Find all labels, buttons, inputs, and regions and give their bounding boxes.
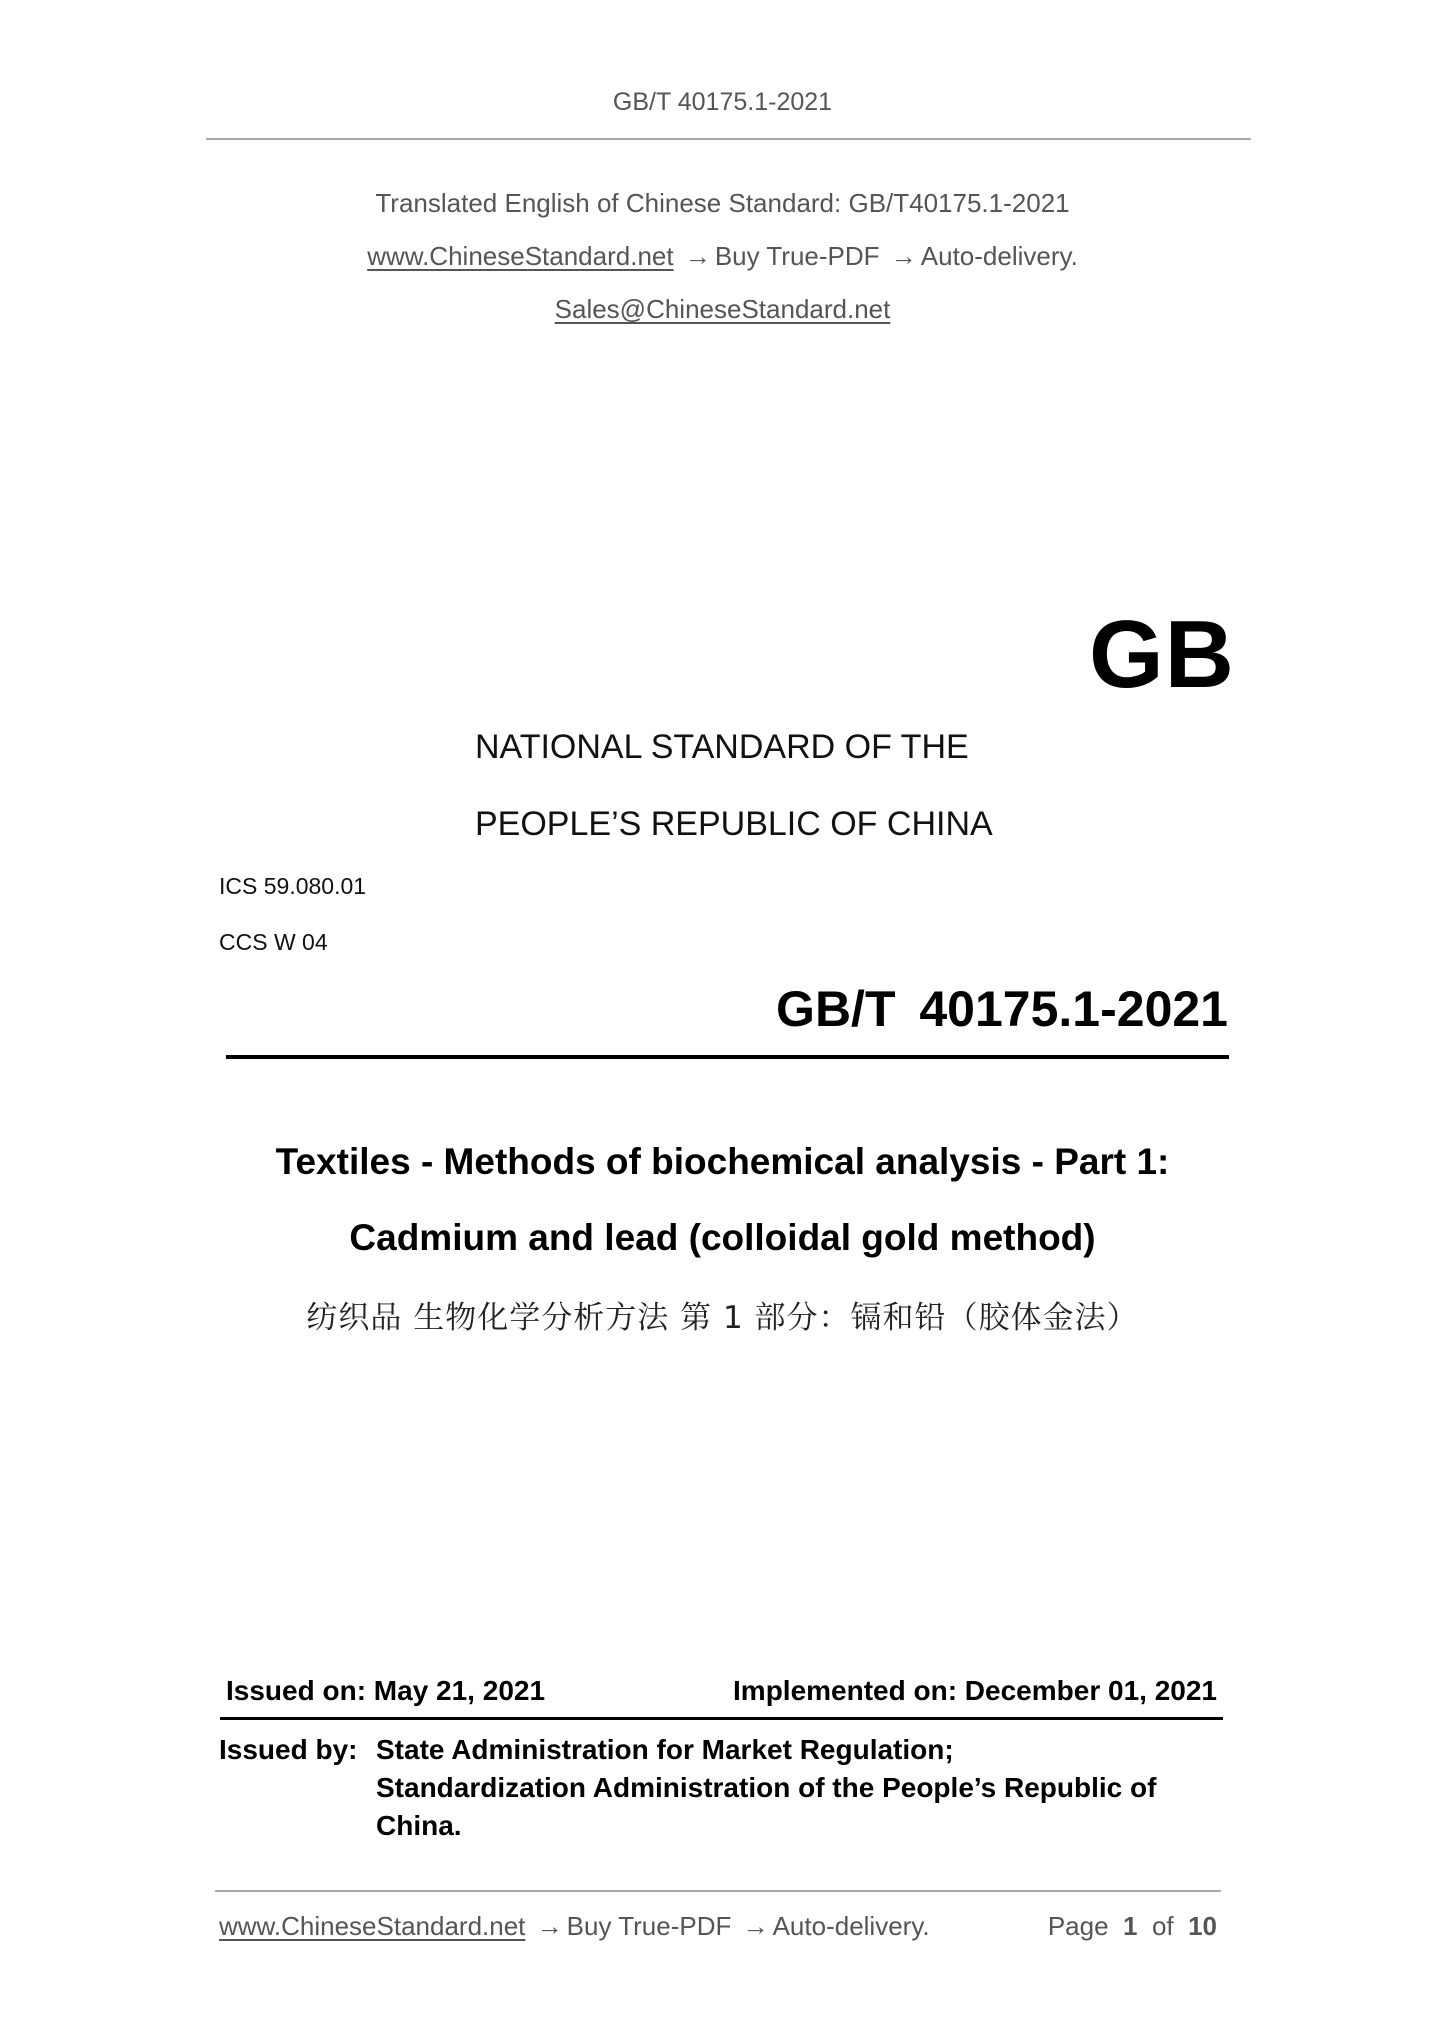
title-cn: 纺织品 生物化学分析方法 第 1 部分：镉和铅（胶体金法） [306,1300,1139,1336]
authority-line: Standardization Administration of the People’s Republic of [376,1772,1157,1803]
authority-line: State Administration for Market Regulation; [376,1734,954,1765]
authority-line: China. [376,1810,462,1841]
footer-rule [215,1890,1221,1892]
ccs-code: CCS W 04 [219,929,328,955]
national-standard-line2: PEOPLE’S REPUBLIC OF CHINA [475,805,993,843]
page-of: of [1151,1911,1174,1941]
header-rule [206,138,1251,140]
ics-code: ICS 59.080.01 [219,873,367,899]
standard-number: GB/T 40175.1-2021 [776,981,1228,1037]
purchase-notice [0,241,1445,272]
page-label: Page [1047,1911,1109,1941]
footer-buy-text: Buy True-PDF [566,1911,732,1941]
footer-delivery-text: Auto-delivery. [772,1911,930,1941]
arrow-right-icon: → [536,1911,563,1941]
website-link[interactable]: www.ChineseStandard.net [367,241,674,271]
translated-notice: Translated English of Chinese Standard: GB/T40175.1-2021 [375,188,1070,218]
standard-number-rule [226,1055,1229,1059]
title-en-line2: Cadmium and lead (colloidal gold method) [349,1217,1096,1258]
page-current: 1 [1123,1911,1138,1941]
issued-by-label: Issued by: [219,1734,358,1765]
page-total: 10 [1188,1911,1217,1941]
issued-by-block [219,1731,1229,1851]
gb-mark: GB [1089,601,1235,708]
delivery-text: Auto-delivery. [920,241,1078,271]
arrow-right-icon: → [742,1911,769,1941]
running-header: GB/T 40175.1-2021 [612,88,833,116]
footer-purchase-notice [219,1911,930,1942]
email-line [0,294,1445,325]
national-standard-line1: NATIONAL STANDARD OF THE [475,728,969,766]
footer-website-link[interactable]: www.ChineseStandard.net [219,1911,526,1941]
arrow-right-icon: → [684,241,711,271]
email-link[interactable]: Sales@ChineseStandard.net [554,294,891,324]
dates-rule [220,1717,1223,1720]
issued-by-authorities [376,1731,1156,1845]
buy-text: Buy True-PDF [714,241,880,271]
implemented-on: Implemented on: December 01, 2021 [733,1675,1217,1706]
arrow-right-icon: → [890,241,917,271]
issued-on: Issued on: May 21, 2021 [226,1675,546,1706]
title-en-line1: Textiles - Methods of biochemical analysis - Part 1: [275,1141,1170,1182]
page-indicator [1048,1911,1217,1942]
